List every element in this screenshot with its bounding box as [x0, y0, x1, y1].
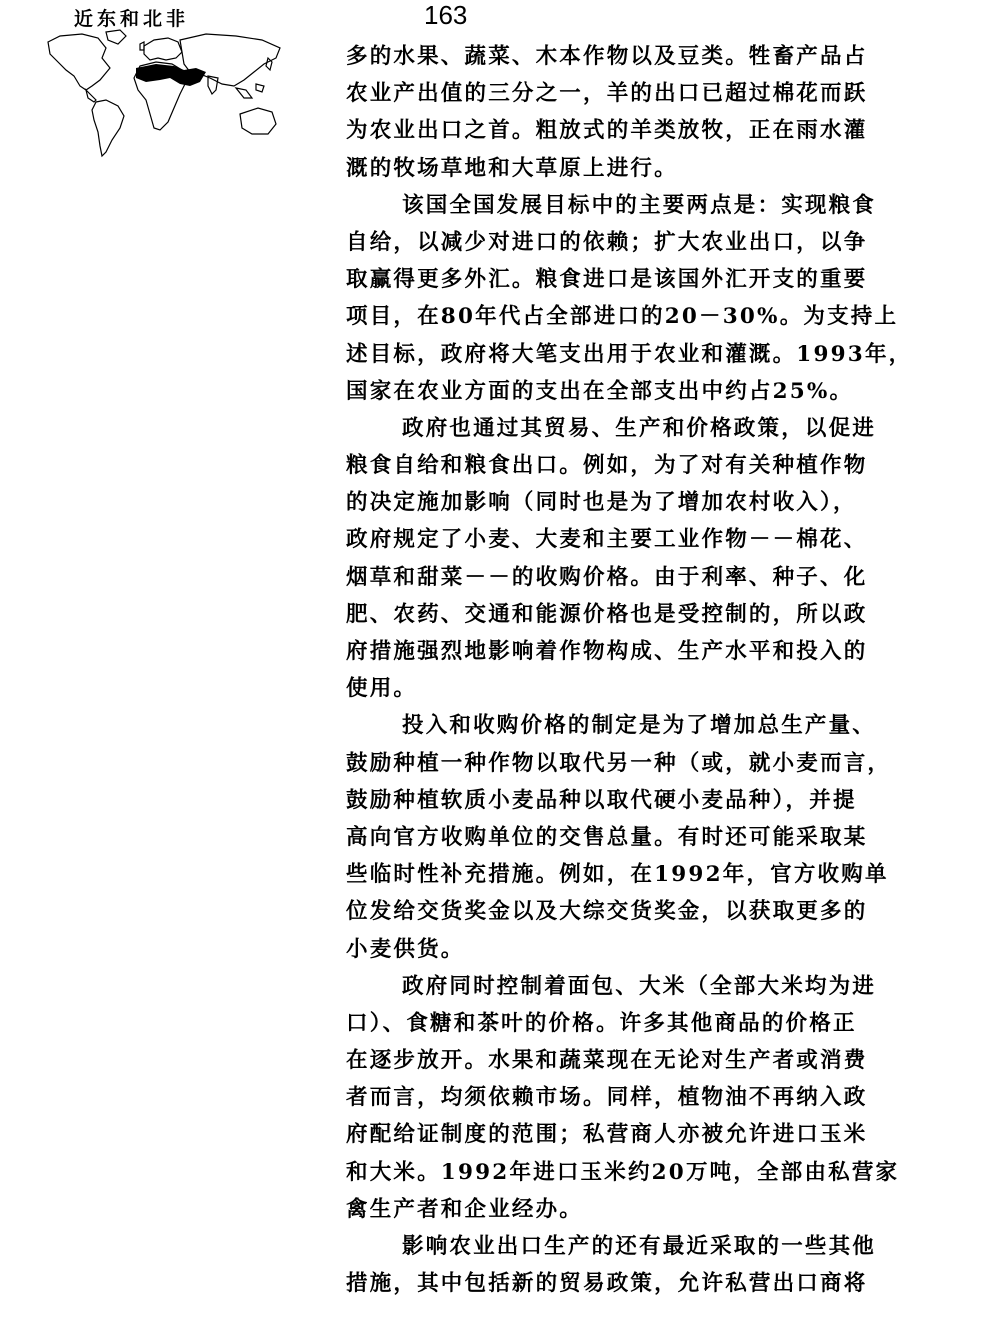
- text-line: 府措施强烈地影响着作物构成、生产水平和投入的: [346, 639, 868, 664]
- body-text: [346, 38, 926, 1302]
- text-line: 和大米。1992年进口玉米约20万吨，全部由私营家: [346, 1159, 900, 1185]
- text-line: 的决定施加影响（同时也是为了增加农村收入），: [346, 490, 857, 516]
- text-line: 项目，在80年代占全部进口的20－30%。为支持上: [346, 304, 899, 330]
- text-line: 烟草和甜菜－－的收购价格。由于利率、种子、化: [346, 564, 868, 590]
- text-line: 溉的牧场草地和大草原上进行。: [346, 155, 678, 181]
- text-line: 鼓励种植一种作物以取代另一种（或，就小麦而言，: [346, 750, 892, 776]
- text-line: 取赢得更多外汇。粮食进口是该国外汇开支的重要: [346, 267, 868, 293]
- text-line: 禽生产者和企业经办。: [346, 1196, 584, 1222]
- text-line: 粮食自给和粮食出口。例如，为了对有关种植作物: [346, 453, 868, 479]
- text-line: 自给，以减少对进口的依赖；扩大农业出口，以争: [346, 229, 868, 255]
- text-line: 肥、农药、交通和能源价格也是受控制的，所以政: [346, 601, 868, 627]
- section-title: 近东和北非: [74, 8, 190, 30]
- text-line: 农业产出值的三分之一，羊的出口已超过棉花而跃: [346, 81, 868, 107]
- text-line: 多的水果、蔬菜、木本作物以及豆类。牲畜产品占: [346, 44, 868, 69]
- text-line: 措施，其中包括新的贸易政策，允许私营出口商将: [346, 1271, 868, 1297]
- text-line: 些临时性补充措施。例如，在1992年，官方收购单: [346, 862, 889, 888]
- text-line: 在逐步放开。水果和蔬菜现在无论对生产者或消费: [346, 1048, 868, 1074]
- world-map-icon: [40, 28, 290, 160]
- text-line: 政府同时控制着面包、大米（全部大米均为进: [402, 973, 877, 999]
- text-line: 述目标，政府将大笔支出用于农业和灌溉。1993年，: [346, 341, 913, 367]
- text-line: 鼓励种植软质小麦品种以取代硬小麦品种），并提: [346, 787, 857, 813]
- text-line: 影响农业出口生产的还有最近采取的一些其他: [402, 1234, 877, 1259]
- text-line: 政府也通过其贸易、生产和价格政策，以促进: [402, 415, 877, 441]
- text-line: 该国全国发展目标中的主要两点是：实现粮食: [402, 192, 877, 218]
- page-number: 163: [424, 0, 468, 30]
- text-line: 国家在农业方面的支出在全部支出中约占25%。: [346, 378, 854, 404]
- text-line: 者而言，均须依赖市场。同样，植物油不再纳入政: [346, 1085, 868, 1111]
- text-line: 高向官方收购单位的交售总量。有时还可能采取某: [346, 824, 868, 850]
- text-line: 位发给交货奖金以及大综交货奖金，以获取更多的: [346, 899, 868, 925]
- text-line: 政府规定了小麦、大麦和主要工业作物－－棉花、: [346, 527, 868, 553]
- text-line: 小麦供货。: [346, 936, 465, 962]
- text-line: 为农业出口之首。粗放式的羊类放牧，正在雨水灌: [346, 118, 868, 144]
- text-line: 使用。: [346, 676, 418, 702]
- text-line: 府配给证制度的范围；私营商人亦被允许进口玉米: [346, 1122, 868, 1148]
- text-line: 投入和收购价格的制定是为了增加总生产量、: [402, 713, 877, 739]
- text-line: 口）、食糖和茶叶的价格。许多其他商品的价格正: [346, 1010, 857, 1036]
